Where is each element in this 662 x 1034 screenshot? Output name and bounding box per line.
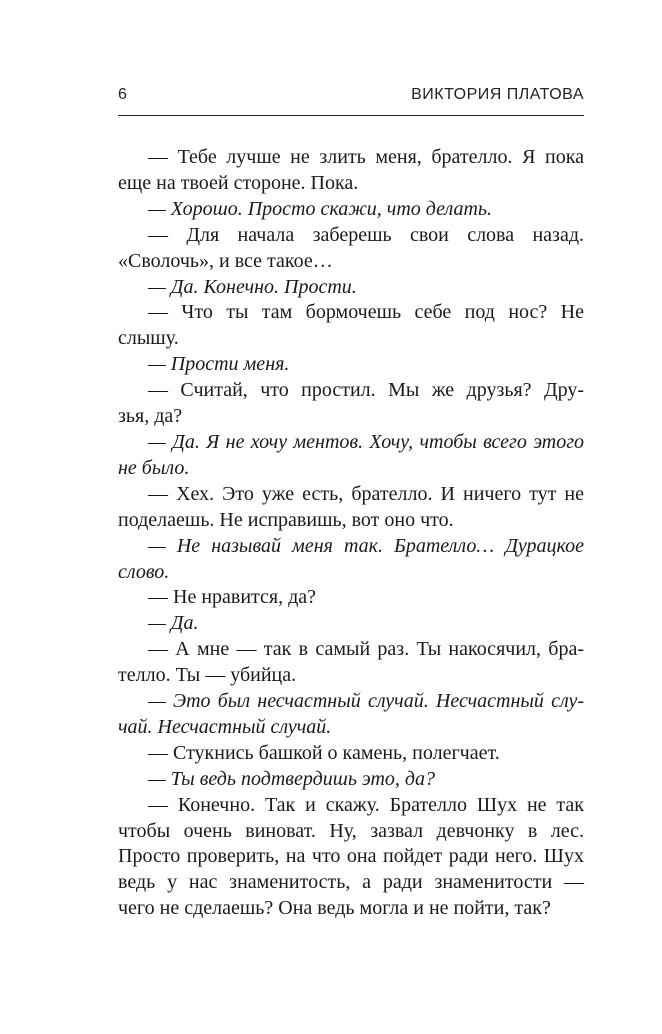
dialogue-paragraph xyxy=(118,741,584,767)
text-line: — А мне — так в самый раз. Ты накосячил, бра- xyxy=(148,638,584,661)
text-line: — Не нравится, да? xyxy=(148,586,317,609)
text-line: — Для начала заберешь свои слова назад. xyxy=(148,223,584,246)
text-line: ведь у нас знаменитость, а ради знаменитости — xyxy=(118,871,584,894)
dialogue-paragraph-italic xyxy=(118,430,584,482)
text-line: — Хорошо. Просто скажи, что делать. xyxy=(148,197,493,220)
dialogue-paragraph xyxy=(118,223,584,275)
text-line: Просто проверить, на что она пойдет ради него. Шух xyxy=(118,845,584,868)
dialogue-paragraph-italic xyxy=(118,197,584,223)
text-line: чай. Несчастный случай. xyxy=(118,715,332,738)
text-line: — Конечно. Так и скажу. Брателло Шух не так xyxy=(148,793,584,816)
dialogue-paragraph-italic xyxy=(118,767,584,793)
dialogue-paragraph xyxy=(118,145,584,197)
text-line: слово. xyxy=(118,560,170,583)
text-line: — Да. Я не хочу ментов. Хочу, чтобы всего этого xyxy=(148,430,584,453)
text-line: «Сволочь», и все такое… xyxy=(118,249,333,272)
text-line: — Да. Конечно. Прости. xyxy=(148,275,357,298)
dialogue-paragraph-italic xyxy=(118,611,584,637)
text-line: — Хех. Это уже есть, брателло. И ничего тут не xyxy=(148,482,584,505)
header-rule xyxy=(118,115,584,116)
text-line: поделаешь. Не исправишь, вот оно что. xyxy=(118,508,454,531)
text-line: — Тебе лучше не злить меня, брателло. Я пока xyxy=(148,146,584,168)
text-line: — Прости меня. xyxy=(148,353,290,376)
text-line: еще на твоей стороне. Пока. xyxy=(118,171,359,194)
dialogue-paragraph xyxy=(118,482,584,534)
dialogue-paragraph-italic xyxy=(118,534,584,586)
text-line: — Да. xyxy=(148,612,199,635)
text-line: — Ты ведь подтвердишь это, да? xyxy=(148,767,436,790)
text-line: — Это был несчастный случай. Несчастный слу- xyxy=(148,690,584,713)
page-number: 6 xyxy=(118,86,128,103)
running-header xyxy=(118,86,584,110)
dialogue-paragraph xyxy=(118,637,584,689)
text-line: — Что ты там бормочешь себе под нос? Не xyxy=(148,301,584,324)
dialogue-paragraph xyxy=(118,378,584,430)
text-line: не было. xyxy=(118,456,190,479)
text-line: зья, да? xyxy=(118,405,183,428)
text-line: чего не сделаешь? Она ведь могла и не пойти, так? xyxy=(118,897,551,920)
dialogue-paragraph-italic xyxy=(118,689,584,741)
text-line: чтобы очень виноват. Ну, зазвал девчонку в лес. xyxy=(118,819,584,842)
dialogue-paragraph xyxy=(118,300,584,352)
dialogue-paragraph-italic xyxy=(118,352,584,378)
text-line: слышу. xyxy=(118,327,179,350)
author-name: ВИКТОРИЯ ПЛАТОВА xyxy=(411,86,584,103)
text-line: — Считай, что простил. Мы же друзья? Дру- xyxy=(148,379,584,402)
dialogue-paragraph-italic xyxy=(118,275,584,301)
text-line: телло. Ты — убийца. xyxy=(118,664,297,687)
body-text xyxy=(118,145,584,922)
dialogue-paragraph xyxy=(118,585,584,611)
dialogue-paragraph xyxy=(118,793,584,923)
text-line: — Стукнись башкой о камень, полегчает. xyxy=(148,741,500,764)
text-line: — Не называй меня так. Брателло… Дурацкое xyxy=(148,534,584,557)
